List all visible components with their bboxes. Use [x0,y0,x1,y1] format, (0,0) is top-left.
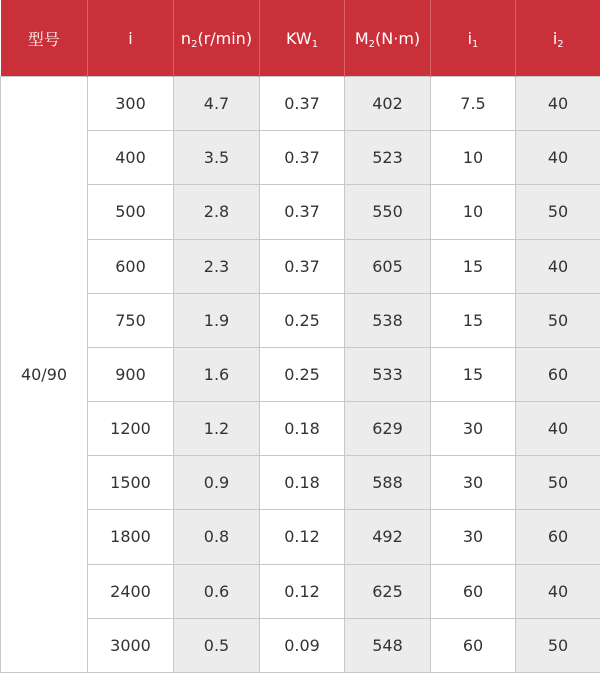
header-i: i [88,0,174,77]
table-cell: 0.6 [174,564,260,618]
table-cell: 60 [516,347,600,401]
header-row [1,0,600,77]
table-cell: 538 [345,293,431,347]
table-cell: 10 [431,131,516,185]
table-cell: 50 [516,185,600,239]
table-cell: 15 [431,347,516,401]
table-cell: 0.18 [260,402,345,456]
table-cell: 1.6 [174,347,260,401]
table-cell: 0.37 [260,131,345,185]
table-cell: 300 [88,77,174,131]
table-cell: 60 [431,618,516,672]
table-cell: 40 [516,131,600,185]
model-cell: 40/90 [1,77,88,673]
table-cell: 10 [431,185,516,239]
table-cell: 750 [88,293,174,347]
table-cell: 50 [516,456,600,510]
table-cell: 548 [345,618,431,672]
table-cell: 3.5 [174,131,260,185]
table-cell: 30 [431,402,516,456]
table-row [1,618,600,672]
table-cell: 40 [516,239,600,293]
table-cell: 0.12 [260,564,345,618]
table-cell: 605 [345,239,431,293]
table-cell: 533 [345,347,431,401]
table-cell: 50 [516,293,600,347]
table-cell: 0.5 [174,618,260,672]
table-cell: 1500 [88,456,174,510]
table-cell: 0.9 [174,456,260,510]
table-cell: 2400 [88,564,174,618]
table-cell: 0.8 [174,510,260,564]
table-cell: 0.37 [260,77,345,131]
table-cell: 402 [345,77,431,131]
table-cell: 0.25 [260,293,345,347]
table-cell: 625 [345,564,431,618]
table-cell: 1800 [88,510,174,564]
table-body [1,77,600,673]
table-cell: 30 [431,510,516,564]
table-cell: 50 [516,618,600,672]
table-cell: 1200 [88,402,174,456]
header-kw1: $KW_1$ [260,0,345,77]
table-row [1,347,600,401]
table-cell: 0.25 [260,347,345,401]
table-cell: 15 [431,239,516,293]
table-cell: 40 [516,564,600,618]
header-m2: $M_2(N\cdot m)$ [345,0,431,77]
table-cell: 600 [88,239,174,293]
table-row [1,564,600,618]
table-row [1,185,600,239]
header-i1: $i_1$ [431,0,516,77]
table-cell: 60 [516,510,600,564]
table-row [1,456,600,510]
table-cell: 0.37 [260,185,345,239]
table-cell: 15 [431,293,516,347]
table-cell: 30 [431,456,516,510]
header-model: 型号 [1,0,88,77]
table-cell: 400 [88,131,174,185]
header-n2: $n_2(r/\min)$ [174,0,260,77]
table-cell: 588 [345,456,431,510]
table-cell: 3000 [88,618,174,672]
table-row [1,239,600,293]
table-cell: 2.8 [174,185,260,239]
table-cell: 0.12 [260,510,345,564]
table-cell: 492 [345,510,431,564]
table-cell: 0.37 [260,239,345,293]
header-i2: $i_2$ [516,0,600,77]
table-row [1,293,600,347]
table-cell: 900 [88,347,174,401]
table-cell: 523 [345,131,431,185]
table-cell: 0.09 [260,618,345,672]
table-cell: 7.5 [431,77,516,131]
table-cell: 2.3 [174,239,260,293]
table-cell: 1.9 [174,293,260,347]
table-cell: 40 [516,77,600,131]
table-cell: 60 [431,564,516,618]
table-cell: 0.18 [260,456,345,510]
table-cell: 500 [88,185,174,239]
table-row [1,510,600,564]
table-cell: 40 [516,402,600,456]
table-row [1,77,600,131]
table-cell: 629 [345,402,431,456]
table-cell: 1.2 [174,402,260,456]
table-cell: 550 [345,185,431,239]
table-cell: 4.7 [174,77,260,131]
table-row [1,402,600,456]
table-row [1,131,600,185]
